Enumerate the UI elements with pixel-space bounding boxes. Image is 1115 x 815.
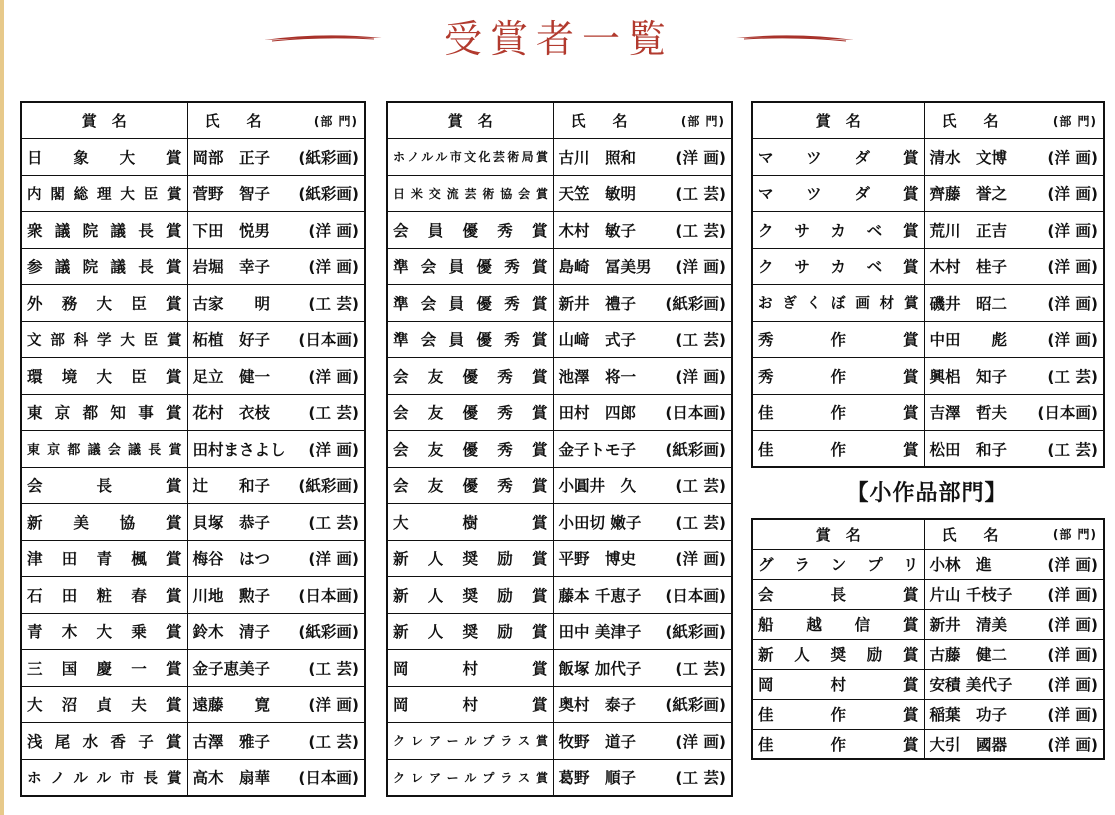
award-name-cell: 三国慶一賞 (21, 650, 187, 687)
winner-cell (187, 540, 365, 577)
winner-cell (553, 577, 732, 614)
winner-name: 古澤 雅子 (192, 732, 271, 751)
table-row (387, 613, 732, 650)
table-row (752, 639, 1104, 669)
header-winner-name (187, 102, 365, 139)
winner-cell (924, 549, 1104, 579)
award-name-cell: 東京都議会議長賞 (21, 431, 187, 468)
table-row (387, 686, 732, 723)
winner-cell (924, 609, 1104, 639)
header-dept-label: (部 門) (1052, 527, 1097, 542)
winner-cell (924, 248, 1104, 285)
award-table-main-middle (386, 101, 733, 797)
winner-cell (187, 394, 365, 431)
winner-department: (工 芸) (675, 185, 726, 204)
award-name-cell: 会友優秀賞 (387, 358, 553, 395)
header-dept-label: (部 門) (313, 114, 358, 128)
award-name-cell: 文部科学大臣賞 (21, 321, 187, 358)
winner-cell (187, 139, 365, 176)
award-name-cell: 準会員優秀賞 (387, 321, 553, 358)
winner-department: (日本画) (665, 586, 726, 605)
winner-name: 大引 國器 (929, 735, 1008, 754)
header-award-name: 賞 名 (387, 102, 553, 139)
winner-name: 小林 進 (929, 556, 992, 574)
table-row (752, 248, 1104, 285)
winner-department: (洋 画) (675, 258, 726, 277)
table-row (387, 467, 732, 504)
header-name-label: 氏 名 (570, 112, 634, 130)
winner-cell (553, 650, 732, 687)
award-name-cell: 秀作賞 (752, 358, 924, 395)
winner-name: 岡部 正子 (192, 148, 271, 167)
table-row (752, 321, 1104, 358)
table-row (387, 431, 732, 468)
award-table-sponsor (751, 101, 1105, 468)
table-row (752, 139, 1104, 176)
winner-department: (工 芸) (308, 294, 359, 313)
winner-department: (洋 画) (308, 367, 359, 386)
winner-department: (工 芸) (308, 513, 359, 532)
winner-name: 高木 扇華 (192, 769, 271, 787)
award-name-cell: 内閣総理大臣賞 (21, 175, 187, 212)
winner-cell (924, 285, 1104, 322)
winner-department: (洋 画) (1047, 294, 1098, 313)
winner-name: 新井 禮子 (558, 294, 637, 313)
winner-department: (紙彩画) (298, 623, 359, 642)
winner-cell (924, 358, 1104, 395)
winner-name: 安積 美代子 (929, 676, 1013, 694)
award-name-cell: 新人奨励賞 (387, 540, 553, 577)
winner-cell (553, 321, 732, 358)
award-name-cell: 環境大臣賞 (21, 358, 187, 395)
winner-name: 天笠 敏明 (558, 185, 637, 204)
header-name-label: 氏 名 (204, 112, 268, 130)
winner-name: 菅野 智子 (192, 185, 271, 204)
table-row (387, 175, 732, 212)
header-winner-name (924, 102, 1104, 139)
winner-department: (紙彩画) (298, 148, 359, 167)
award-name-cell: クレアールプラス賞 (387, 723, 553, 760)
table-row (387, 212, 732, 249)
award-name-cell: クサカベ賞 (752, 248, 924, 285)
award-name-cell: 会員優秀賞 (387, 212, 553, 249)
winner-cell (924, 431, 1104, 468)
winner-cell (924, 669, 1104, 699)
winner-department: (工 芸) (308, 659, 359, 678)
award-table-small-works (751, 518, 1105, 760)
winner-name: 足立 健一 (192, 367, 271, 386)
table-row (387, 650, 732, 687)
header-dept-label: (部 門) (1052, 114, 1097, 128)
winner-cell (924, 321, 1104, 358)
winner-name: 花村 衣枝 (192, 404, 271, 423)
winner-department: (紙彩画) (665, 623, 726, 642)
winner-name: 田中 美津子 (558, 623, 642, 642)
table-row (21, 650, 365, 687)
winner-name: 貝塚 恭子 (192, 513, 271, 532)
winner-name: 小田切 嫩子 (558, 513, 642, 532)
winner-cell (924, 699, 1104, 729)
award-name-cell: 新人奨励賞 (387, 613, 553, 650)
winner-cell (924, 175, 1104, 212)
winner-cell (187, 431, 365, 468)
table-row (387, 394, 732, 431)
award-name-cell: クレアールプラス賞 (387, 759, 553, 796)
table-row (21, 139, 365, 176)
winner-name: 葛野 順子 (558, 769, 637, 787)
winner-cell (187, 358, 365, 395)
table-row (21, 467, 365, 504)
table-row (21, 285, 365, 322)
award-name-cell: 岡村賞 (387, 686, 553, 723)
winner-name: 中田 彪 (929, 331, 1008, 350)
winner-name: 山﨑 式子 (558, 331, 637, 350)
winner-cell (924, 139, 1104, 176)
award-name-cell: 会友優秀賞 (387, 431, 553, 468)
winner-department: (工 芸) (675, 513, 726, 532)
winner-cell (187, 321, 365, 358)
winner-department: (洋 画) (1047, 646, 1098, 664)
header-award-name: 賞 名 (752, 102, 924, 139)
table-row (21, 394, 365, 431)
winner-name: 金子恵美子 (192, 659, 271, 678)
winner-cell (553, 358, 732, 395)
winner-department: (洋 画) (675, 367, 726, 386)
table-row (21, 759, 365, 796)
title-swash-left-ornament (262, 33, 384, 45)
award-name-cell: 日象大賞 (21, 139, 187, 176)
table-row (21, 431, 365, 468)
winner-cell (924, 579, 1104, 609)
award-name-cell: おぎくぼ画材賞 (752, 285, 924, 322)
winner-cell (187, 212, 365, 249)
winner-department: (洋 画) (675, 148, 726, 167)
table-row (387, 248, 732, 285)
winner-name: 飯塚 加代子 (558, 659, 642, 678)
winner-department: (洋 画) (1047, 258, 1098, 277)
winner-name: 鈴木 清子 (192, 623, 271, 642)
award-name-cell: 石田粧春賞 (21, 577, 187, 614)
winner-name: 古川 照和 (558, 148, 637, 167)
header-name-label: 氏 名 (941, 525, 1005, 544)
winner-name: 岩堀 幸子 (192, 258, 271, 277)
winner-department: (洋 画) (1047, 221, 1098, 240)
table-row (21, 540, 365, 577)
winner-name: 牧野 道子 (558, 732, 637, 751)
award-name-cell: 準会員優秀賞 (387, 285, 553, 322)
winner-department: (洋 画) (675, 732, 726, 751)
table-row (752, 358, 1104, 395)
award-name-cell: 佳作賞 (752, 394, 924, 431)
winner-name: 川地 勲子 (192, 586, 271, 605)
winner-department: (洋 画) (308, 550, 359, 569)
winner-department: (工 芸) (308, 404, 359, 423)
small-works-section-heading: 【小作品部門】 (846, 481, 1008, 506)
table-row (21, 686, 365, 723)
winner-name: 金子トモ子 (558, 440, 637, 459)
award-name-cell: ホノルル市文化芸術局賞 (387, 139, 553, 176)
award-table-main-left (20, 101, 366, 797)
winner-department: (工 芸) (675, 221, 726, 240)
winner-cell (553, 139, 732, 176)
left-edge-rule (0, 0, 4, 815)
table-row (21, 613, 365, 650)
winner-department: (紙彩画) (298, 477, 359, 496)
table-row (21, 358, 365, 395)
title-swash-right-ornament (734, 33, 856, 45)
table-row (21, 723, 365, 760)
winner-cell (187, 577, 365, 614)
winner-name: 奥村 泰子 (558, 696, 637, 715)
award-name-cell: 浅尾水香子賞 (21, 723, 187, 760)
table-row (21, 175, 365, 212)
header-name-label: 氏 名 (941, 112, 1005, 130)
winner-name: 吉澤 哲夫 (929, 404, 1008, 423)
winner-cell (553, 431, 732, 468)
winner-cell (553, 759, 732, 796)
award-name-cell: 準会員優秀賞 (387, 248, 553, 285)
table-row (21, 248, 365, 285)
header-award-name: 賞 名 (752, 519, 924, 549)
award-name-cell: 会長賞 (752, 579, 924, 609)
winner-name: 梅谷 はつ (192, 550, 271, 569)
award-name-cell: 佳作賞 (752, 431, 924, 468)
winner-department: (日本画) (665, 404, 726, 423)
winner-cell (187, 248, 365, 285)
winner-department: (工 芸) (675, 477, 726, 496)
winner-department: (洋 画) (1047, 556, 1098, 574)
winner-department: (洋 画) (675, 550, 726, 569)
award-name-cell: 秀作賞 (752, 321, 924, 358)
table-row (21, 321, 365, 358)
winner-department: (紙彩画) (665, 294, 726, 313)
award-name-cell: ホノルル市長賞 (21, 759, 187, 796)
award-name-cell: 衆議院議長賞 (21, 212, 187, 249)
table-row (21, 212, 365, 249)
winner-cell (553, 175, 732, 212)
table-row (752, 212, 1104, 249)
winner-department: (日本画) (1037, 404, 1098, 423)
winner-cell (553, 540, 732, 577)
winner-name: 磯井 昭二 (929, 294, 1008, 313)
winner-department: (洋 画) (308, 221, 359, 240)
winner-cell (553, 248, 732, 285)
table-row (387, 723, 732, 760)
winner-department: (紙彩画) (298, 185, 359, 204)
winner-name: 松田 和子 (929, 440, 1008, 459)
table-row (752, 579, 1104, 609)
title-area (0, 14, 1115, 64)
winner-name: 興梠 知子 (929, 367, 1008, 386)
award-name-cell: 岡村賞 (752, 669, 924, 699)
winner-department: (洋 画) (308, 440, 359, 459)
winner-cell (924, 212, 1104, 249)
winner-name: 木村 桂子 (929, 258, 1008, 277)
winner-department: (工 芸) (308, 732, 359, 751)
award-name-cell: 佳作賞 (752, 729, 924, 759)
winner-department: (洋 画) (1047, 706, 1098, 724)
header-winner-name (553, 102, 732, 139)
winner-cell (553, 467, 732, 504)
award-name-cell: 新人奨励賞 (752, 639, 924, 669)
winner-cell (553, 285, 732, 322)
winner-department: (洋 画) (1047, 331, 1098, 350)
winner-name: 荒川 正吉 (929, 221, 1008, 240)
winner-cell (187, 650, 365, 687)
award-name-cell: 新人奨励賞 (387, 577, 553, 614)
winner-name: 齊藤 誉之 (929, 185, 1008, 204)
winner-department: (日本画) (298, 586, 359, 605)
table-row (387, 577, 732, 614)
table-row (752, 669, 1104, 699)
award-name-cell: 会長賞 (21, 467, 187, 504)
winner-name: 古藤 健二 (929, 646, 1008, 664)
winner-name: 遠藤 寛 (192, 696, 271, 715)
winner-department: (工 芸) (675, 331, 726, 350)
table-row (752, 431, 1104, 468)
header-winner-name (924, 519, 1104, 549)
award-name-cell: グランプリ (752, 549, 924, 579)
winner-department: (洋 画) (1047, 586, 1098, 604)
winner-name: 古家 明 (192, 294, 271, 313)
header-dept-label: (部 門) (680, 114, 725, 128)
table-row (387, 285, 732, 322)
award-name-cell: 大沼貞夫賞 (21, 686, 187, 723)
winner-cell (187, 175, 365, 212)
winner-cell (553, 394, 732, 431)
table-row (752, 394, 1104, 431)
award-name-cell: 外務大臣賞 (21, 285, 187, 322)
winner-cell (187, 467, 365, 504)
table-row (752, 609, 1104, 639)
winner-name: 下田 悦男 (192, 221, 271, 240)
award-name-cell: 会友優秀賞 (387, 394, 553, 431)
winner-department: (工 芸) (675, 769, 726, 787)
winner-department: (洋 画) (308, 258, 359, 277)
award-name-cell: 岡村賞 (387, 650, 553, 687)
award-name-cell: 船越信賞 (752, 609, 924, 639)
table-row (752, 729, 1104, 759)
winner-department: (洋 画) (1047, 148, 1098, 167)
table-row (387, 759, 732, 796)
award-name-cell: 会友優秀賞 (387, 467, 553, 504)
winner-department: (日本画) (298, 769, 359, 787)
winner-name: 平野 博史 (558, 550, 637, 569)
winner-department: (洋 画) (1047, 616, 1098, 634)
winner-cell (187, 723, 365, 760)
table-row (387, 540, 732, 577)
winner-cell (553, 723, 732, 760)
winner-name: 田村まさよし (192, 440, 286, 459)
table-row (21, 504, 365, 541)
award-name-cell: 東京都知事賞 (21, 394, 187, 431)
winner-name: 藤本 千恵子 (558, 586, 642, 605)
award-name-cell: 青木大乗賞 (21, 613, 187, 650)
winner-name: 稲葉 功子 (929, 706, 1008, 724)
winner-name: 清水 文博 (929, 148, 1008, 167)
table-row (387, 504, 732, 541)
winner-department: (洋 画) (1047, 676, 1098, 694)
award-name-cell: 日米交流芸術協会賞 (387, 175, 553, 212)
award-name-cell: クサカベ賞 (752, 212, 924, 249)
winner-name: 島崎 冨美男 (558, 258, 652, 277)
winner-department: (工 芸) (1047, 440, 1098, 459)
header-award-name: 賞 名 (21, 102, 187, 139)
winner-name: 田村 四郎 (558, 404, 637, 423)
winner-cell (187, 285, 365, 322)
winner-name: 片山 千枝子 (929, 586, 1013, 604)
winner-cell (924, 639, 1104, 669)
winner-cell (553, 504, 732, 541)
table-row (21, 577, 365, 614)
winner-name: 辻 和子 (192, 477, 271, 496)
award-name-cell: 津田青楓賞 (21, 540, 187, 577)
table-row (752, 699, 1104, 729)
table-row (387, 139, 732, 176)
winner-cell (187, 613, 365, 650)
award-name-cell: マツダ賞 (752, 139, 924, 176)
winner-department: (紙彩画) (665, 440, 726, 459)
award-name-cell: マツダ賞 (752, 175, 924, 212)
winner-cell (187, 504, 365, 541)
winner-cell (924, 729, 1104, 759)
winner-department: (洋 画) (1047, 735, 1098, 754)
table-row (752, 175, 1104, 212)
winner-department: (工 芸) (675, 659, 726, 678)
table-row (387, 358, 732, 395)
winner-department: (洋 画) (308, 696, 359, 715)
winner-cell (553, 686, 732, 723)
winner-name: 新井 清美 (929, 616, 1008, 634)
table-row (387, 321, 732, 358)
award-name-cell: 参議院議長賞 (21, 248, 187, 285)
winner-cell (553, 212, 732, 249)
winner-department: (日本画) (298, 331, 359, 350)
table-row (752, 285, 1104, 322)
winner-name: 木村 敏子 (558, 221, 637, 240)
winner-cell (187, 686, 365, 723)
winner-name: 柘植 好子 (192, 331, 271, 350)
award-name-cell: 新美協賞 (21, 504, 187, 541)
winner-cell (553, 613, 732, 650)
table-row (752, 549, 1104, 579)
winner-cell (187, 759, 365, 796)
winner-name: 池澤 将一 (558, 367, 637, 386)
award-name-cell: 佳作賞 (752, 699, 924, 729)
award-name-cell: 大樹賞 (387, 504, 553, 541)
page-title: 受賞者一覧 (443, 17, 674, 61)
winner-department: (工 芸) (1047, 367, 1098, 386)
winner-cell (924, 394, 1104, 431)
winner-name: 小圓井 久 (558, 477, 637, 496)
winner-department: (紙彩画) (665, 696, 726, 715)
winner-department: (洋 画) (1047, 185, 1098, 204)
